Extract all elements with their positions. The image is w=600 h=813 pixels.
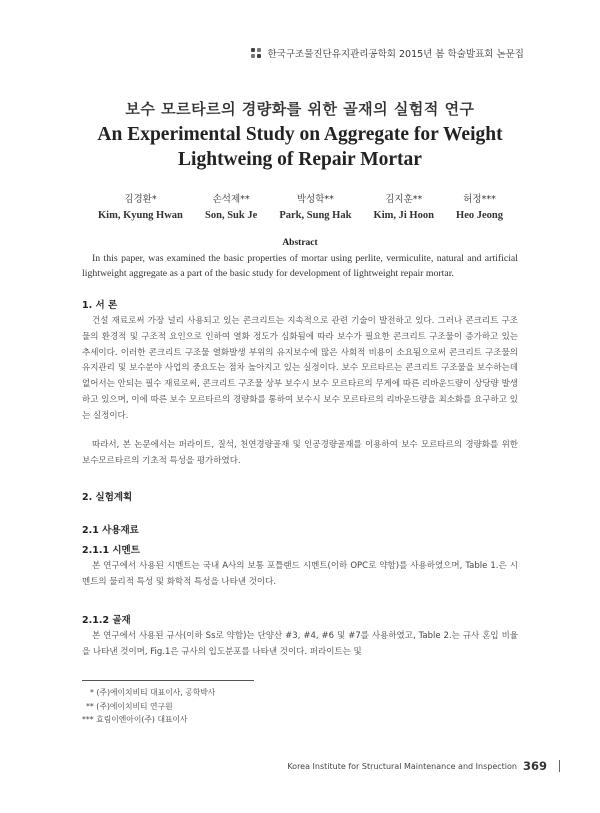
cement-paragraph: 본 연구에서 사용된 시멘트는 국내 A사의 보통 포틀랜드 시멘트(이하 OPC로 약함)를 사용하였으며, Table 1.은 시멘트의 물리적 특성 및 화학적 특성을 나타낸 것이다. [82,561,518,587]
author-name-english: Heo Jeong [456,210,503,221]
footnotes [82,686,215,727]
author-name-korean: 허정*** [463,194,496,205]
author-name-english: Kim, Kyung Hwan [98,210,183,221]
author-name-korean: 김지훈** [385,194,423,205]
title-english-line1: An Experimental Study on Aggregate for Weight [97,124,503,145]
author [374,191,434,221]
journal-name: 한국구조물진단유지관리공학회 2015년 봄 학술발표회 논문집 [267,49,524,60]
author-name-english: Park, Sung Hak [279,210,352,221]
aggregate-paragraph: 본 연구에서 사용된 규사(이하 Ss로 약함)는 단양산 #3, #4, #6 및 #7를 사용하였고, Table 2.는 규사 혼입 비율을 나타낸 것이며, Fig.1은 규사의 입도분포를 나타낸 것이다. 퍼라이트는 및 [82,631,518,657]
author [98,191,183,221]
author-name-korean: 손석제** [212,194,250,205]
footer-divider [559,760,560,772]
page-number: 369 [522,759,547,773]
author-name-korean: 박성학** [296,194,334,205]
author-name-korean: 김경환* [124,194,157,205]
title-english [0,122,600,172]
journal-logo-icon [251,48,262,59]
introduction-paragraph-1: 건설 재료로써 가장 널리 사용되고 있는 콘크리트는 지속적으로 관련 기술이 발전하고 있다. 그러나 콘크리트 구조물의 환경적 및 구조적 요인으로 인하여 열화 정도가 심화됨에 따라 보수가 필요한 콘크리트 구조물이 증가하고 있는 추세이다. 이러한 콘크리트 구조물 열화발생 부위의 유지보수에 많은 사회적 비용이 소요됨으로써 콘크리트 구조물의 유지관리 및 보수분야 사업의 중요도는 점차 높아지고 있는 실정이다. 보수 모르타르는 콘크리트 구조물을 보수하는데 없어서는 안되는 필수 재료로써, 콘크리트 구조물 상부 보수시 보수 모르타르의 무게에 따른 리바운드량이 상당량 발생하고 있으며, 이에 따른 보수 모르타르의 경량화를 통하여 보수시 보수 모르타르의 리바운드량을 최소화를 요구하고 있는 실정이다. [82,316,518,421]
section-heading-experiment-plan: 2. 실험계획 [82,492,133,503]
footnote: *** 효림이엔아이(주) 대표이사 [82,715,188,724]
footer-institute: Korea Institute for Structural Maintenance and Inspection [287,761,517,771]
abstract-heading: Abstract [282,238,318,248]
section-heading-introduction: 1. 서 론 [82,300,118,311]
footnote: * (주)에이치비티 대표이사, 공학박사 [90,688,216,697]
author-name-english: Kim, Ji Hoon [373,210,434,221]
page-footer [287,759,560,773]
author [456,191,503,221]
author [279,191,351,221]
author [205,191,257,221]
footnote-divider [82,680,254,681]
author-name-english: Son, Suk Je [205,210,258,221]
abstract-text: In this paper, was examined the basic properties of mortar using perlite, vermiculite, natural and artificial lightweight aggregate as a part of the basic study for development of lightweight repair mortar. [82,253,518,279]
footnote: ** (주)에이치비티 연구원 [86,701,173,711]
subsection-heading-materials: 2.1 사용재료 [82,525,139,536]
author-list [98,191,503,221]
title-english-line2: Lightweing of Repair Mortar [178,149,422,170]
introduction-paragraph-2: 따라서, 본 논문에서는 퍼라이트, 질석, 천연경량골재 및 인공경량골재를 이용하여 보수 모르타르의 경량화를 위한 보수모르타르의 기초적 특성을 평가하였다. [82,440,518,466]
title-korean: 보수 모르타르의 경량화를 위한 골재의 실험적 연구 [125,100,475,118]
subsection-heading-aggregate: 2.1.2 골재 [82,615,131,626]
running-header [251,46,524,60]
subsection-heading-cement: 2.1.1 시멘트 [82,545,140,556]
